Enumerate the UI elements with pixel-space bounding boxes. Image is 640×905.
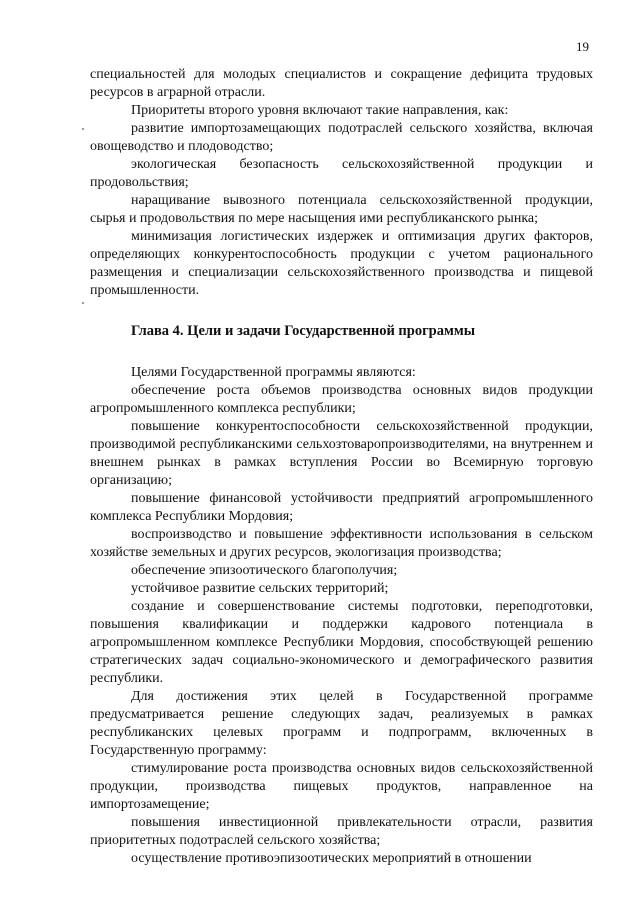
paragraph: Целями Государственной программы являются: bbox=[131, 365, 416, 380]
paragraph: Приоритеты второго уровня включают такие направления, как: bbox=[131, 103, 509, 118]
list-item: минимизация логистических издержек и оптимизация других факторов, определяющих конкурентоспособность продукции с учетом рационального размещения и специализации сельскохозяйственного производства и пищевой промышленности. bbox=[90, 229, 593, 298]
list-item: обеспечение эпизоотического благополучия; bbox=[131, 563, 398, 578]
list-item: стимулирование роста производства основных видов сельскохозяйственной продукции, производства пищевых продуктов, направленное на импортозамещение; bbox=[90, 761, 593, 812]
list-item: наращивание вывозного потенциала сельскохозяйственной продукции, сырья и продовольствия по мере насыщения ими республиканского рынка; bbox=[90, 193, 593, 226]
document-body bbox=[90, 66, 593, 868]
list-item: осуществление противоэпизоотических мероприятий в отношении bbox=[131, 851, 532, 866]
list-item: устойчивое развитие сельских территорий; bbox=[131, 581, 389, 596]
list-item: создание и совершенствование системы подготовки, переподготовки, повышения квалификации и поддержки кадрового потенциала в агропромышленном комплексе Республики Мордовия, способствующей решению стратегических задач социально-экономического и демографического развития республики. bbox=[90, 599, 593, 686]
list-item: повышения инвестиционной привлекательности отрасли, развития приоритетных подотраслей сельского хозяйства; bbox=[90, 815, 593, 848]
list-item: повышение конкурентоспособности сельскохозяйственной продукции, производимой республиканскими сельхозтоваропроизводителями, на внутреннем и внешнем рынках в рамках вступления России во Всемирную торговую организацию; bbox=[90, 419, 593, 488]
list-item: воспроизводство и повышение эффективности использования в сельском хозяйстве земельных и других ресурсов, экологизация производства; bbox=[90, 527, 593, 560]
spacer bbox=[90, 340, 593, 364]
list-item: экологическая безопасность сельскохозяйственной продукции и продовольствия; bbox=[90, 157, 593, 190]
paragraph: специальностей для молодых специалистов и сокращение дефицита трудовых ресурсов в аграрной отрасли. bbox=[90, 67, 593, 100]
chapter-title: Глава 4. Цели и задачи Государственной программы bbox=[131, 323, 476, 339]
list-item: повышение финансовой устойчивости предприятий агропромышленного комплекса Республики Мордовия; bbox=[90, 491, 593, 524]
scan-mark bbox=[82, 302, 84, 304]
list-item: развитие импортозамещающих подотраслей сельского хозяйства, включая овощеводство и плодоводство; bbox=[90, 121, 593, 154]
paragraph: Для достижения этих целей в Государственной программе предусматривается решение следующих задач, реализуемых в рамках республиканских целевых программ и подпрограмм, включенных в Государственную программу: bbox=[90, 689, 593, 758]
list-item: обеспечение роста объемов производства основных видов продукции агропромышленного комплекса республики; bbox=[90, 383, 593, 416]
page-number: 19 bbox=[576, 39, 589, 54]
scan-mark bbox=[82, 128, 84, 130]
